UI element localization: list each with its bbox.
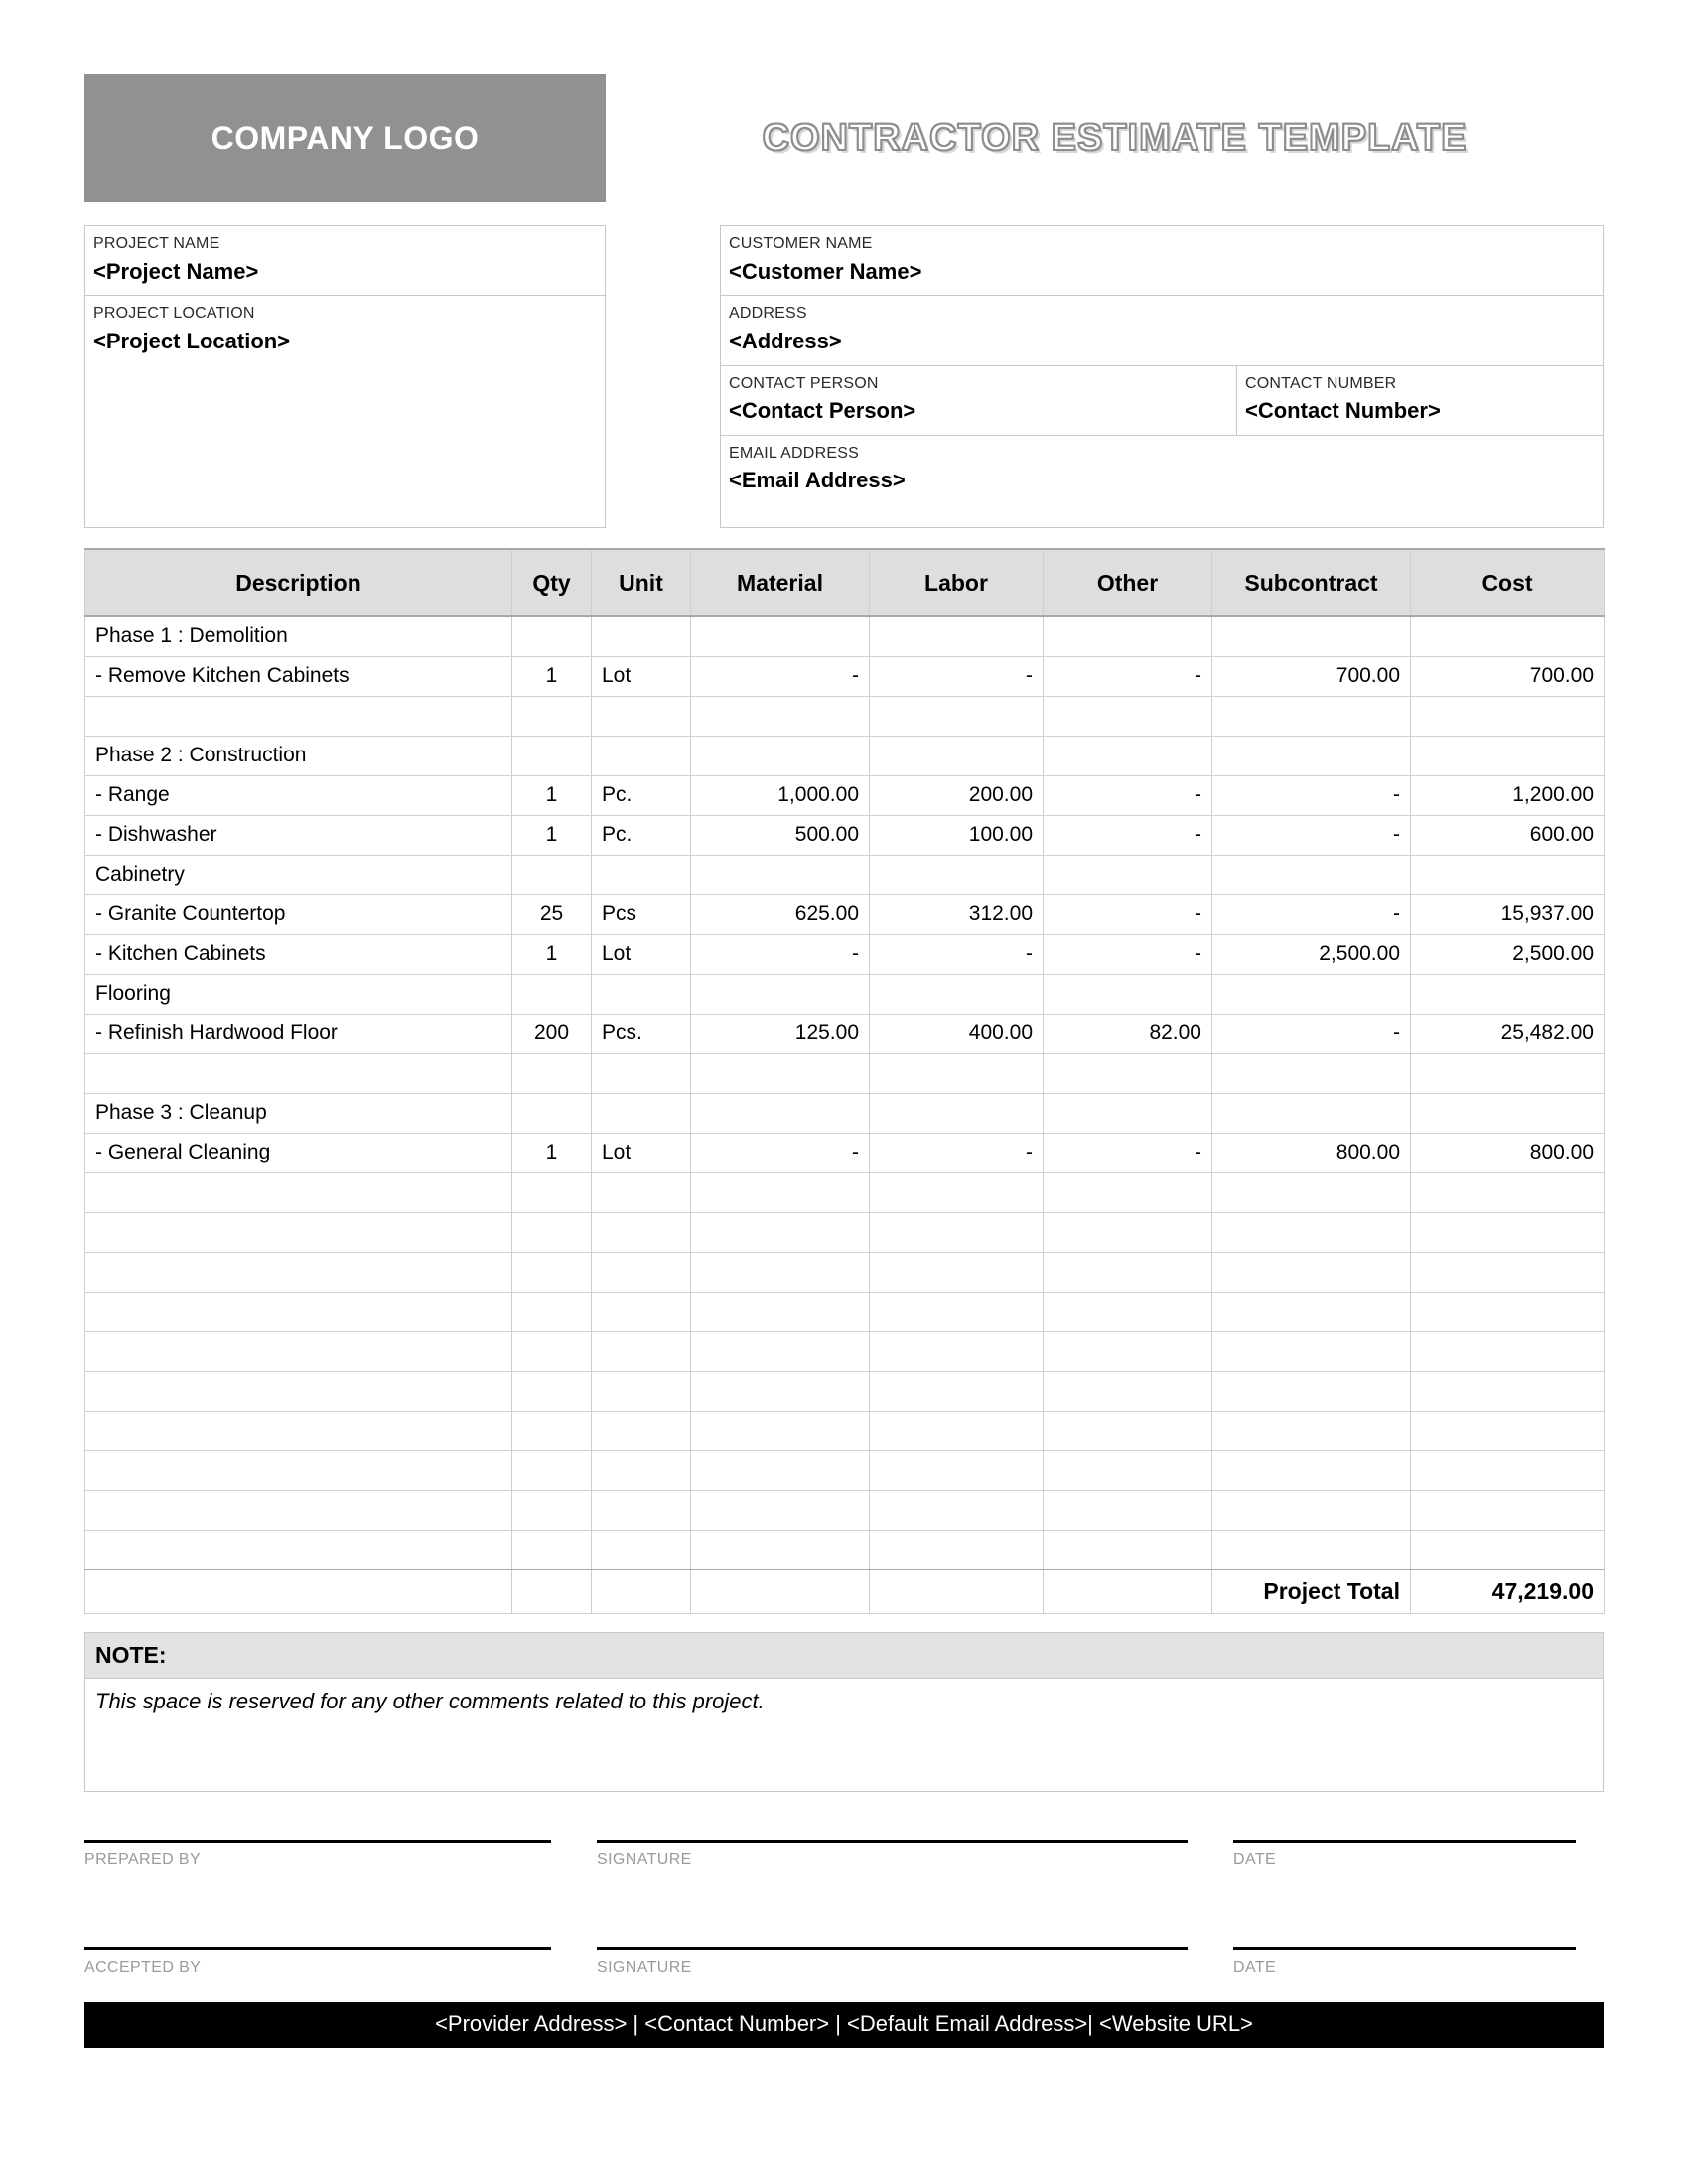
cell-other bbox=[1044, 616, 1212, 656]
cell-other[interactable] bbox=[1044, 1450, 1212, 1490]
column-header-material: Material bbox=[691, 549, 870, 616]
accepted-date-field[interactable] bbox=[1233, 1947, 1576, 1977]
cell-unit bbox=[592, 974, 691, 1014]
prepared-signature-line bbox=[597, 1840, 1188, 1843]
cell-material[interactable] bbox=[691, 1371, 870, 1411]
cell-description[interactable] bbox=[85, 1252, 512, 1292]
cell-description[interactable] bbox=[85, 1371, 512, 1411]
contact-row bbox=[721, 366, 1603, 436]
cell-cost bbox=[1411, 1093, 1605, 1133]
cell-labor[interactable] bbox=[870, 1172, 1044, 1212]
cell-subcontract[interactable] bbox=[1212, 1490, 1411, 1530]
cell-qty: 200 bbox=[512, 1014, 592, 1053]
cell-cost[interactable] bbox=[1411, 1530, 1605, 1570]
info-panels bbox=[84, 225, 1604, 528]
table-row bbox=[85, 656, 1605, 696]
cell-qty: 1 bbox=[512, 1133, 592, 1172]
column-header-description: Description bbox=[85, 549, 512, 616]
column-header-labor: Labor bbox=[870, 549, 1044, 616]
accepted-by-line bbox=[84, 1947, 551, 1950]
cell-subcontract bbox=[1212, 736, 1411, 775]
cell-labor bbox=[870, 855, 1044, 894]
cell-cost[interactable] bbox=[1411, 1411, 1605, 1450]
prepared-date-label: DATE bbox=[1233, 1850, 1277, 1868]
cell-description: - Range bbox=[85, 775, 512, 815]
accepted-date-label: DATE bbox=[1233, 1958, 1277, 1976]
cell-other[interactable] bbox=[1044, 696, 1212, 736]
cell-material[interactable] bbox=[691, 1212, 870, 1252]
column-header-subcontract: Subcontract bbox=[1212, 549, 1411, 616]
table-row-blank bbox=[85, 1490, 1605, 1530]
signature-row-accepted bbox=[84, 1947, 1604, 1977]
cell-unit[interactable] bbox=[592, 1371, 691, 1411]
cell-other: - bbox=[1044, 894, 1212, 934]
cell-cost: 1,200.00 bbox=[1411, 775, 1605, 815]
cell-subcontract[interactable] bbox=[1212, 1053, 1411, 1093]
project-location-field[interactable] bbox=[85, 296, 605, 453]
contact-number-label: CONTACT NUMBER bbox=[1245, 374, 1397, 392]
customer-name-value: <Customer Name> bbox=[729, 258, 922, 284]
table-header-row bbox=[85, 549, 1605, 616]
accepted-signature-label: SIGNATURE bbox=[597, 1958, 692, 1976]
cell-other[interactable] bbox=[1044, 1371, 1212, 1411]
cell-qty[interactable] bbox=[512, 1490, 592, 1530]
cell-material[interactable] bbox=[691, 1292, 870, 1331]
cell-unit[interactable] bbox=[592, 1212, 691, 1252]
cell-description: Phase 2 : Construction bbox=[85, 736, 512, 775]
table-row-blank bbox=[85, 1172, 1605, 1212]
cell-unit: Pcs. bbox=[592, 1014, 691, 1053]
table-row bbox=[85, 894, 1605, 934]
cell-qty[interactable] bbox=[512, 1252, 592, 1292]
cell-cost[interactable] bbox=[1411, 1212, 1605, 1252]
cell-cost[interactable] bbox=[1411, 1490, 1605, 1530]
cell-subcontract[interactable] bbox=[1212, 1212, 1411, 1252]
cell-description[interactable] bbox=[85, 1172, 512, 1212]
cell-subcontract[interactable] bbox=[1212, 696, 1411, 736]
estimate-table bbox=[84, 548, 1605, 1614]
cell-subcontract[interactable] bbox=[1212, 1252, 1411, 1292]
cell-qty[interactable] bbox=[512, 1371, 592, 1411]
cell-other[interactable] bbox=[1044, 1053, 1212, 1093]
cell-qty[interactable] bbox=[512, 696, 592, 736]
table-row-blank bbox=[85, 1371, 1605, 1411]
note-section bbox=[84, 1632, 1604, 1792]
cell-material[interactable] bbox=[691, 1411, 870, 1450]
table-row-blank bbox=[85, 1252, 1605, 1292]
cell-qty bbox=[512, 616, 592, 656]
note-body-text[interactable]: This space is reserved for any other comments related to this project. bbox=[84, 1678, 1604, 1792]
table-row bbox=[85, 815, 1605, 855]
cell-description: - Dishwasher bbox=[85, 815, 512, 855]
contact-number-field[interactable] bbox=[1237, 366, 1603, 435]
cell-material: - bbox=[691, 934, 870, 974]
cell-labor: 312.00 bbox=[870, 894, 1044, 934]
cell-material[interactable] bbox=[691, 1172, 870, 1212]
cell-labor: 400.00 bbox=[870, 1014, 1044, 1053]
cell-description: - Kitchen Cabinets bbox=[85, 934, 512, 974]
cell-labor[interactable] bbox=[870, 1450, 1044, 1490]
cell-unit[interactable] bbox=[592, 1172, 691, 1212]
address-field[interactable] bbox=[721, 296, 1603, 365]
signature-row-prepared bbox=[84, 1840, 1604, 1869]
cell-cost[interactable] bbox=[1411, 1172, 1605, 1212]
cell-description: - General Cleaning bbox=[85, 1133, 512, 1172]
cell-unit: Pc. bbox=[592, 775, 691, 815]
contact-person-value: <Contact Person> bbox=[729, 398, 916, 424]
cell-description: Phase 1 : Demolition bbox=[85, 616, 512, 656]
prepared-signature-label: SIGNATURE bbox=[597, 1850, 692, 1868]
cell-material[interactable] bbox=[691, 1252, 870, 1292]
table-row-blank bbox=[85, 1292, 1605, 1331]
cell-qty bbox=[512, 974, 592, 1014]
accepted-date-line bbox=[1233, 1947, 1576, 1950]
cell-qty: 1 bbox=[512, 775, 592, 815]
cell-unit: Lot bbox=[592, 1133, 691, 1172]
cell-cost bbox=[1411, 974, 1605, 1014]
cell-qty: 1 bbox=[512, 815, 592, 855]
cell-description[interactable] bbox=[85, 1450, 512, 1490]
cell-material: - bbox=[691, 1133, 870, 1172]
cell-subcontract[interactable] bbox=[1212, 1331, 1411, 1371]
cell-subcontract: 700.00 bbox=[1212, 656, 1411, 696]
cell-other[interactable] bbox=[1044, 1172, 1212, 1212]
cell-material: 500.00 bbox=[691, 815, 870, 855]
cell-subcontract[interactable] bbox=[1212, 1411, 1411, 1450]
note-heading: NOTE: bbox=[84, 1632, 1604, 1678]
footer-contact-bar: <Provider Address> | <Contact Number> | <Default Email Address>| <Website URL> bbox=[84, 2002, 1604, 2048]
cell-description[interactable] bbox=[85, 1411, 512, 1450]
column-header-cost: Cost bbox=[1411, 549, 1605, 616]
panel-gap bbox=[606, 225, 720, 528]
cell-qty: 1 bbox=[512, 656, 592, 696]
cell-subcontract[interactable] bbox=[1212, 1371, 1411, 1411]
cell-labor[interactable] bbox=[870, 1252, 1044, 1292]
cell-unit: Pc. bbox=[592, 815, 691, 855]
cell-qty[interactable] bbox=[512, 1450, 592, 1490]
cell-other: - bbox=[1044, 1133, 1212, 1172]
cell-material bbox=[691, 616, 870, 656]
prepared-by-label: PREPARED BY bbox=[84, 1850, 202, 1868]
cell-other[interactable] bbox=[1044, 1331, 1212, 1371]
cell-qty: 1 bbox=[512, 934, 592, 974]
cell-labor bbox=[870, 974, 1044, 1014]
cell-unit bbox=[592, 1093, 691, 1133]
company-logo-text: COMPANY LOGO bbox=[211, 119, 480, 156]
cell-qty[interactable] bbox=[512, 1053, 592, 1093]
cell-subcontract[interactable] bbox=[1212, 1172, 1411, 1212]
cell-cost[interactable] bbox=[1411, 696, 1605, 736]
cell-material: - bbox=[691, 656, 870, 696]
table-row-group bbox=[85, 855, 1605, 894]
signature-block bbox=[84, 1840, 1604, 1977]
cell-subcontract: - bbox=[1212, 815, 1411, 855]
cell-qty bbox=[512, 736, 592, 775]
cell-labor[interactable] bbox=[870, 1212, 1044, 1252]
cell-cost[interactable] bbox=[1411, 1252, 1605, 1292]
table-row bbox=[85, 775, 1605, 815]
cell-qty bbox=[512, 1093, 592, 1133]
cell-material: 625.00 bbox=[691, 894, 870, 934]
table-row-blank bbox=[85, 1411, 1605, 1450]
cell-other[interactable] bbox=[1044, 1530, 1212, 1570]
total-spacer-3 bbox=[592, 1570, 691, 1613]
prepared-by-line bbox=[84, 1840, 551, 1843]
cell-unit[interactable] bbox=[592, 1292, 691, 1331]
cell-cost[interactable] bbox=[1411, 1053, 1605, 1093]
table-row-blank bbox=[85, 696, 1605, 736]
cell-other bbox=[1044, 855, 1212, 894]
cell-unit: Lot bbox=[592, 656, 691, 696]
cell-cost bbox=[1411, 855, 1605, 894]
column-header-qty: Qty bbox=[512, 549, 592, 616]
table-row-blank bbox=[85, 1450, 1605, 1490]
cell-material[interactable] bbox=[691, 1053, 870, 1093]
document-header bbox=[84, 0, 1604, 204]
cell-other[interactable] bbox=[1044, 1292, 1212, 1331]
cell-labor[interactable] bbox=[870, 1490, 1044, 1530]
document-title-container bbox=[606, 74, 1604, 202]
cell-material[interactable] bbox=[691, 1530, 870, 1570]
contact-number-value: <Contact Number> bbox=[1245, 398, 1441, 424]
total-spacer-6 bbox=[1044, 1570, 1212, 1613]
cell-cost: 700.00 bbox=[1411, 656, 1605, 696]
cell-cost: 600.00 bbox=[1411, 815, 1605, 855]
cell-other: - bbox=[1044, 934, 1212, 974]
cell-description: Flooring bbox=[85, 974, 512, 1014]
cell-unit[interactable] bbox=[592, 1411, 691, 1450]
cell-other bbox=[1044, 974, 1212, 1014]
table-row-blank bbox=[85, 1053, 1605, 1093]
cell-labor: - bbox=[870, 1133, 1044, 1172]
cell-other[interactable] bbox=[1044, 1212, 1212, 1252]
table-row-group bbox=[85, 1093, 1605, 1133]
cell-material bbox=[691, 736, 870, 775]
table-row bbox=[85, 1014, 1605, 1053]
cell-unit[interactable] bbox=[592, 1252, 691, 1292]
email-address-field[interactable] bbox=[721, 436, 1603, 504]
cell-unit bbox=[592, 616, 691, 656]
project-info-panel bbox=[84, 225, 606, 528]
table-row-blank bbox=[85, 1331, 1605, 1371]
cell-material[interactable] bbox=[691, 1490, 870, 1530]
cell-description[interactable] bbox=[85, 1331, 512, 1371]
cell-cost: 15,937.00 bbox=[1411, 894, 1605, 934]
cell-labor: - bbox=[870, 934, 1044, 974]
cell-unit[interactable] bbox=[592, 696, 691, 736]
project-name-value: <Project Name> bbox=[93, 258, 259, 284]
company-logo-placeholder bbox=[84, 74, 606, 202]
cell-material bbox=[691, 855, 870, 894]
cell-description[interactable] bbox=[85, 1490, 512, 1530]
project-location-value: <Project Location> bbox=[93, 328, 291, 353]
cell-description: Cabinetry bbox=[85, 855, 512, 894]
cell-other: - bbox=[1044, 656, 1212, 696]
prepared-date-field[interactable] bbox=[1233, 1840, 1576, 1869]
cell-subcontract: - bbox=[1212, 894, 1411, 934]
prepared-by-field[interactable] bbox=[84, 1840, 551, 1869]
email-address-label: EMAIL ADDRESS bbox=[729, 444, 859, 462]
cell-other[interactable] bbox=[1044, 1411, 1212, 1450]
cell-description[interactable] bbox=[85, 696, 512, 736]
project-name-label: PROJECT NAME bbox=[93, 235, 220, 252]
cell-description: - Refinish Hardwood Floor bbox=[85, 1014, 512, 1053]
cell-cost[interactable] bbox=[1411, 1450, 1605, 1490]
accepted-by-field[interactable] bbox=[84, 1947, 551, 1977]
cell-other bbox=[1044, 1093, 1212, 1133]
cell-labor[interactable] bbox=[870, 1371, 1044, 1411]
cell-subcontract[interactable] bbox=[1212, 1450, 1411, 1490]
customer-name-label: CUSTOMER NAME bbox=[729, 235, 873, 252]
cell-labor: 200.00 bbox=[870, 775, 1044, 815]
cell-unit[interactable] bbox=[592, 1053, 691, 1093]
cell-labor bbox=[870, 736, 1044, 775]
contact-person-field[interactable] bbox=[721, 366, 1237, 435]
cell-qty: 25 bbox=[512, 894, 592, 934]
cell-unit: Pcs bbox=[592, 894, 691, 934]
table-row bbox=[85, 934, 1605, 974]
cell-labor[interactable] bbox=[870, 696, 1044, 736]
cell-description[interactable] bbox=[85, 1212, 512, 1252]
cell-other[interactable] bbox=[1044, 1252, 1212, 1292]
cell-subcontract bbox=[1212, 974, 1411, 1014]
cell-material bbox=[691, 1093, 870, 1133]
cell-cost[interactable] bbox=[1411, 1292, 1605, 1331]
cell-labor[interactable] bbox=[870, 1530, 1044, 1570]
cell-description: - Granite Countertop bbox=[85, 894, 512, 934]
cell-description[interactable] bbox=[85, 1053, 512, 1093]
cell-material[interactable] bbox=[691, 1331, 870, 1371]
cell-qty[interactable] bbox=[512, 1212, 592, 1252]
cell-other[interactable] bbox=[1044, 1490, 1212, 1530]
cell-description[interactable] bbox=[85, 1292, 512, 1331]
cell-labor[interactable] bbox=[870, 1411, 1044, 1450]
project-total-label: Project Total bbox=[1212, 1570, 1411, 1613]
cell-qty bbox=[512, 855, 592, 894]
table-row-group bbox=[85, 974, 1605, 1014]
cell-labor[interactable] bbox=[870, 1331, 1044, 1371]
table-row-group bbox=[85, 616, 1605, 656]
estimate-table-body bbox=[85, 616, 1605, 1570]
cell-cost bbox=[1411, 736, 1605, 775]
cell-qty[interactable] bbox=[512, 1172, 592, 1212]
customer-info-panel bbox=[720, 225, 1604, 528]
cell-labor bbox=[870, 616, 1044, 656]
column-header-other: Other bbox=[1044, 549, 1212, 616]
cell-other: - bbox=[1044, 775, 1212, 815]
cell-cost[interactable] bbox=[1411, 1371, 1605, 1411]
cell-other: - bbox=[1044, 815, 1212, 855]
cell-subcontract: - bbox=[1212, 1014, 1411, 1053]
prepared-signature-field[interactable] bbox=[597, 1840, 1188, 1869]
cell-cost[interactable] bbox=[1411, 1331, 1605, 1371]
project-name-field[interactable] bbox=[85, 226, 605, 296]
cell-subcontract[interactable] bbox=[1212, 1292, 1411, 1331]
cell-subcontract: 2,500.00 bbox=[1212, 934, 1411, 974]
contact-person-label: CONTACT PERSON bbox=[729, 374, 879, 392]
accepted-signature-field[interactable] bbox=[597, 1947, 1188, 1977]
cell-labor bbox=[870, 1093, 1044, 1133]
cell-unit[interactable] bbox=[592, 1450, 691, 1490]
address-value: <Address> bbox=[729, 328, 842, 353]
cell-material bbox=[691, 974, 870, 1014]
cell-other bbox=[1044, 736, 1212, 775]
cell-description: Phase 3 : Cleanup bbox=[85, 1093, 512, 1133]
total-spacer-1 bbox=[85, 1570, 512, 1613]
cell-cost bbox=[1411, 616, 1605, 656]
prepared-date-line bbox=[1233, 1840, 1576, 1843]
cell-subcontract bbox=[1212, 1093, 1411, 1133]
cell-cost: 25,482.00 bbox=[1411, 1014, 1605, 1053]
cell-subcontract[interactable] bbox=[1212, 1530, 1411, 1570]
cell-subcontract bbox=[1212, 616, 1411, 656]
cell-unit: Lot bbox=[592, 934, 691, 974]
customer-name-field[interactable] bbox=[721, 226, 1603, 296]
cell-qty[interactable] bbox=[512, 1411, 592, 1450]
project-location-label: PROJECT LOCATION bbox=[93, 305, 255, 323]
total-spacer-4 bbox=[691, 1570, 870, 1613]
cell-material[interactable] bbox=[691, 1450, 870, 1490]
total-spacer-5 bbox=[870, 1570, 1044, 1613]
total-spacer-2 bbox=[512, 1570, 592, 1613]
cell-material: 125.00 bbox=[691, 1014, 870, 1053]
cell-cost: 2,500.00 bbox=[1411, 934, 1605, 974]
cell-unit bbox=[592, 736, 691, 775]
cell-qty[interactable] bbox=[512, 1292, 592, 1331]
project-total-row bbox=[85, 1570, 1605, 1613]
cell-other: 82.00 bbox=[1044, 1014, 1212, 1053]
page-title: CONTRACTOR ESTIMATE TEMPLATE bbox=[762, 116, 1468, 159]
cell-unit bbox=[592, 855, 691, 894]
address-label: ADDRESS bbox=[729, 305, 807, 323]
project-total-value: 47,219.00 bbox=[1411, 1570, 1605, 1613]
cell-labor[interactable] bbox=[870, 1053, 1044, 1093]
column-header-unit: Unit bbox=[592, 549, 691, 616]
cell-subcontract bbox=[1212, 855, 1411, 894]
cell-cost: 800.00 bbox=[1411, 1133, 1605, 1172]
email-address-value: <Email Address> bbox=[729, 468, 906, 493]
table-row bbox=[85, 1133, 1605, 1172]
cell-qty[interactable] bbox=[512, 1331, 592, 1371]
cell-labor[interactable] bbox=[870, 1292, 1044, 1331]
table-row-blank bbox=[85, 1212, 1605, 1252]
cell-unit[interactable] bbox=[592, 1530, 691, 1570]
cell-description: - Remove Kitchen Cabinets bbox=[85, 656, 512, 696]
cell-description[interactable] bbox=[85, 1530, 512, 1570]
cell-material[interactable] bbox=[691, 696, 870, 736]
accepted-by-label: ACCEPTED BY bbox=[84, 1958, 202, 1976]
cell-subcontract: - bbox=[1212, 775, 1411, 815]
cell-unit[interactable] bbox=[592, 1490, 691, 1530]
table-row-blank bbox=[85, 1530, 1605, 1570]
cell-labor: - bbox=[870, 656, 1044, 696]
cell-subcontract: 800.00 bbox=[1212, 1133, 1411, 1172]
cell-labor: 100.00 bbox=[870, 815, 1044, 855]
accepted-signature-line bbox=[597, 1947, 1188, 1950]
cell-unit[interactable] bbox=[592, 1331, 691, 1371]
cell-qty[interactable] bbox=[512, 1530, 592, 1570]
table-row-group bbox=[85, 736, 1605, 775]
cell-material: 1,000.00 bbox=[691, 775, 870, 815]
